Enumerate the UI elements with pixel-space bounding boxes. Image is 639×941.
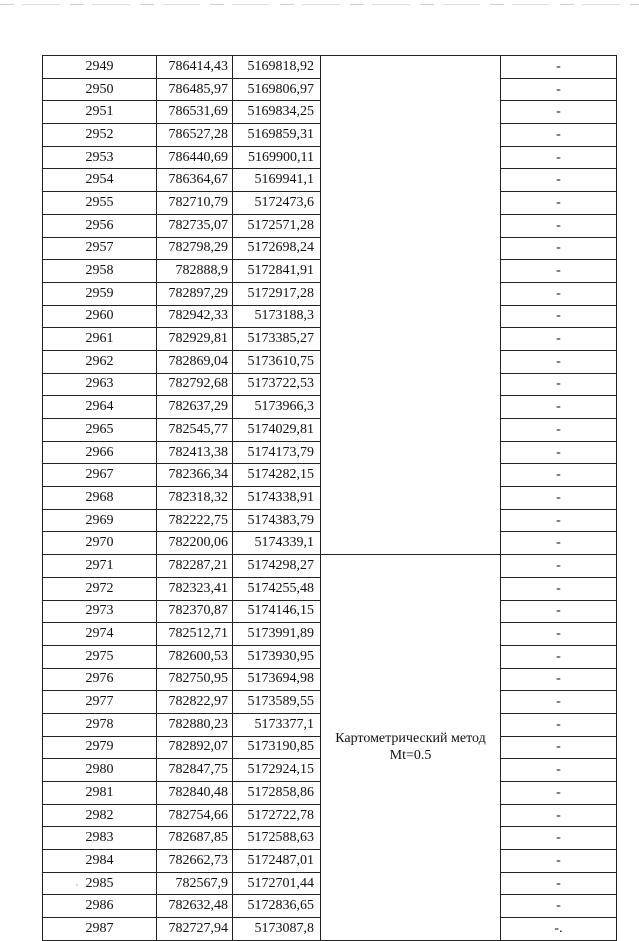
note-dash-cell: - [501,850,617,873]
method-accuracy: Mt=0.5 [389,748,432,764]
point-number-cell: 2964 [43,396,157,419]
y-coordinate-cell: 5174338,91 [233,487,321,510]
x-coordinate-cell: 782222,75 [157,509,233,532]
y-coordinate-cell: 5173190,85 [233,736,321,759]
point-number-cell: 2983 [43,827,157,850]
note-dash-cell: - [501,146,617,169]
x-coordinate-cell: 786527,28 [157,124,233,147]
x-coordinate-cell: 782888,9 [157,260,233,283]
x-coordinate-cell: 782840,48 [157,782,233,805]
point-number-cell: 2950 [43,78,157,101]
point-number-cell: 2970 [43,532,157,555]
y-coordinate-cell: 5172841,91 [233,260,321,283]
x-coordinate-cell: 782754,66 [157,804,233,827]
point-number-cell: 2969 [43,509,157,532]
x-coordinate-cell: 782287,21 [157,555,233,578]
note-dash-cell: - [501,78,617,101]
y-coordinate-cell: 5173991,89 [233,623,321,646]
point-number-cell: 2971 [43,555,157,578]
point-number-cell: 2985 [43,872,157,895]
point-number-cell: 2965 [43,419,157,442]
point-number-cell: 2958 [43,260,157,283]
x-coordinate-cell: 782897,29 [157,282,233,305]
x-coordinate-cell: 786414,43 [157,56,233,79]
note-dash-cell: - [501,691,617,714]
x-coordinate-cell: 782512,71 [157,623,233,646]
x-coordinate-cell: 786485,97 [157,78,233,101]
point-number-cell: 2962 [43,350,157,373]
point-number-cell: 2973 [43,600,157,623]
table-row [43,56,617,79]
point-number-cell: 2982 [43,804,157,827]
note-dash-cell: - [501,396,617,419]
x-coordinate-cell: 782735,07 [157,214,233,237]
y-coordinate-cell: 5169818,92 [233,56,321,79]
method-cell-empty [321,56,501,555]
note-dash-cell: - [501,736,617,759]
y-coordinate-cell: 5172701,44 [233,872,321,895]
note-dash-cell: - [501,282,617,305]
x-coordinate-cell: 782847,75 [157,759,233,782]
y-coordinate-cell: 5173966,3 [233,396,321,419]
note-dash-cell: - [501,56,617,79]
y-coordinate-cell: 5169900,11 [233,146,321,169]
y-coordinate-cell: 5174173,79 [233,441,321,464]
note-dash-cell: - [501,169,617,192]
point-number-cell: 2951 [43,101,157,124]
y-coordinate-cell: 5173385,27 [233,328,321,351]
x-coordinate-cell: 782632,48 [157,895,233,918]
point-number-cell: 2979 [43,736,157,759]
y-coordinate-cell: 5172917,28 [233,282,321,305]
note-dash-cell: - [501,532,617,555]
y-coordinate-cell: 5174383,79 [233,509,321,532]
table-row [43,555,617,578]
y-coordinate-cell: 5173188,3 [233,305,321,328]
point-number-cell: 2978 [43,713,157,736]
point-number-cell: 2975 [43,645,157,668]
x-coordinate-cell: 782545,77 [157,419,233,442]
note-dash-cell: - [501,895,617,918]
y-coordinate-cell: 5172836,65 [233,895,321,918]
x-coordinate-cell: 782792,68 [157,373,233,396]
note-dash-cell: - [501,555,617,578]
y-coordinate-cell: 5169941,1 [233,169,321,192]
y-coordinate-cell: 5173694,98 [233,668,321,691]
note-dash-cell: - [501,872,617,895]
y-coordinate-cell: 5172924,15 [233,759,321,782]
y-coordinate-cell: 5172571,28 [233,214,321,237]
x-coordinate-cell: 782822,97 [157,691,233,714]
coordinates-table [42,55,617,941]
y-coordinate-cell: 5174339,1 [233,532,321,555]
point-number-cell: 2987 [43,918,157,941]
point-number-cell: 2977 [43,691,157,714]
x-coordinate-cell: 782750,95 [157,668,233,691]
x-coordinate-cell: 786440,69 [157,146,233,169]
y-coordinate-cell: 5174298,27 [233,555,321,578]
x-coordinate-cell: 782892,07 [157,736,233,759]
y-coordinate-cell: 5172588,63 [233,827,321,850]
point-number-cell: 2972 [43,577,157,600]
y-coordinate-cell: 5172858,86 [233,782,321,805]
x-coordinate-cell: 786531,69 [157,101,233,124]
x-coordinate-cell: 782880,23 [157,713,233,736]
note-dash-cell: - [501,623,617,646]
point-number-cell: 2980 [43,759,157,782]
method-name: Картометрический метод [335,731,486,747]
point-number-cell: 2953 [43,146,157,169]
y-coordinate-cell: 5172473,6 [233,192,321,215]
y-coordinate-cell: 5172698,24 [233,237,321,260]
point-number-cell: 2984 [43,850,157,873]
x-coordinate-cell: 782413,38 [157,441,233,464]
note-dash-cell: -. [501,918,617,941]
point-number-cell: 2955 [43,192,157,215]
note-dash-cell: - [501,214,617,237]
note-dash-cell: - [501,101,617,124]
note-dash-cell: - [501,260,617,283]
x-coordinate-cell: 782200,06 [157,532,233,555]
x-coordinate-cell: 782637,29 [157,396,233,419]
note-dash-cell: - [501,373,617,396]
y-coordinate-cell: 5173589,55 [233,691,321,714]
note-dash-cell: - [501,124,617,147]
point-number-cell: 2966 [43,441,157,464]
y-coordinate-cell: 5172722,78 [233,804,321,827]
point-number-cell: 2968 [43,487,157,510]
note-dash-cell: - [501,600,617,623]
note-dash-cell: - [501,804,617,827]
x-coordinate-cell: 782662,73 [157,850,233,873]
method-cell [321,555,501,941]
x-coordinate-cell: 782798,29 [157,237,233,260]
x-coordinate-cell: 782869,04 [157,350,233,373]
x-coordinate-cell: 782370,87 [157,600,233,623]
note-dash-cell: - [501,350,617,373]
x-coordinate-cell: 782942,33 [157,305,233,328]
note-dash-cell: - [501,509,617,532]
note-dash-cell: - [501,668,617,691]
x-coordinate-cell: 782567,9 [157,872,233,895]
point-number-cell: 2963 [43,373,157,396]
note-dash-cell: - [501,192,617,215]
note-dash-cell: - [501,441,617,464]
y-coordinate-cell: 5174029,81 [233,419,321,442]
point-number-cell: 2959 [43,282,157,305]
y-coordinate-cell: 5172487,01 [233,850,321,873]
note-dash-cell: - [501,827,617,850]
point-number-cell: 2986 [43,895,157,918]
y-coordinate-cell: 5174255,48 [233,577,321,600]
note-dash-cell: - [501,782,617,805]
x-coordinate-cell: 782323,41 [157,577,233,600]
x-coordinate-cell: 782366,34 [157,464,233,487]
note-dash-cell: - [501,713,617,736]
point-number-cell: 2961 [43,328,157,351]
y-coordinate-cell: 5174282,15 [233,464,321,487]
note-dash-cell: - [501,487,617,510]
point-number-cell: 2956 [43,214,157,237]
point-number-cell: 2960 [43,305,157,328]
note-dash-cell: - [501,645,617,668]
point-number-cell: 2976 [43,668,157,691]
y-coordinate-cell: 5169806,97 [233,78,321,101]
y-coordinate-cell: 5173722,53 [233,373,321,396]
x-coordinate-cell: 786364,67 [157,169,233,192]
point-number-cell: 2974 [43,623,157,646]
point-number-cell: 2967 [43,464,157,487]
note-dash-cell: - [501,328,617,351]
page-mark: , [76,878,78,887]
y-coordinate-cell: 5169859,31 [233,124,321,147]
point-number-cell: 2949 [43,56,157,79]
point-number-cell: 2957 [43,237,157,260]
note-dash-cell: - [501,577,617,600]
x-coordinate-cell: 782929,81 [157,328,233,351]
y-coordinate-cell: 5169834,25 [233,101,321,124]
x-coordinate-cell: 782318,32 [157,487,233,510]
note-dash-cell: - [501,759,617,782]
note-dash-cell: - [501,305,617,328]
y-coordinate-cell: 5174146,15 [233,600,321,623]
y-coordinate-cell: 5173610,75 [233,350,321,373]
x-coordinate-cell: 782727,94 [157,918,233,941]
note-dash-cell: - [501,464,617,487]
y-coordinate-cell: 5173087,8 [233,918,321,941]
x-coordinate-cell: 782687,85 [157,827,233,850]
scan-top-rule [0,4,639,5]
point-number-cell: 2954 [43,169,157,192]
note-dash-cell: - [501,419,617,442]
y-coordinate-cell: 5173930,95 [233,645,321,668]
y-coordinate-cell: 5173377,1 [233,713,321,736]
x-coordinate-cell: 782600,53 [157,645,233,668]
note-dash-cell: - [501,237,617,260]
coordinates-table-body [43,56,617,941]
x-coordinate-cell: 782710,79 [157,192,233,215]
point-number-cell: 2952 [43,124,157,147]
point-number-cell: 2981 [43,782,157,805]
